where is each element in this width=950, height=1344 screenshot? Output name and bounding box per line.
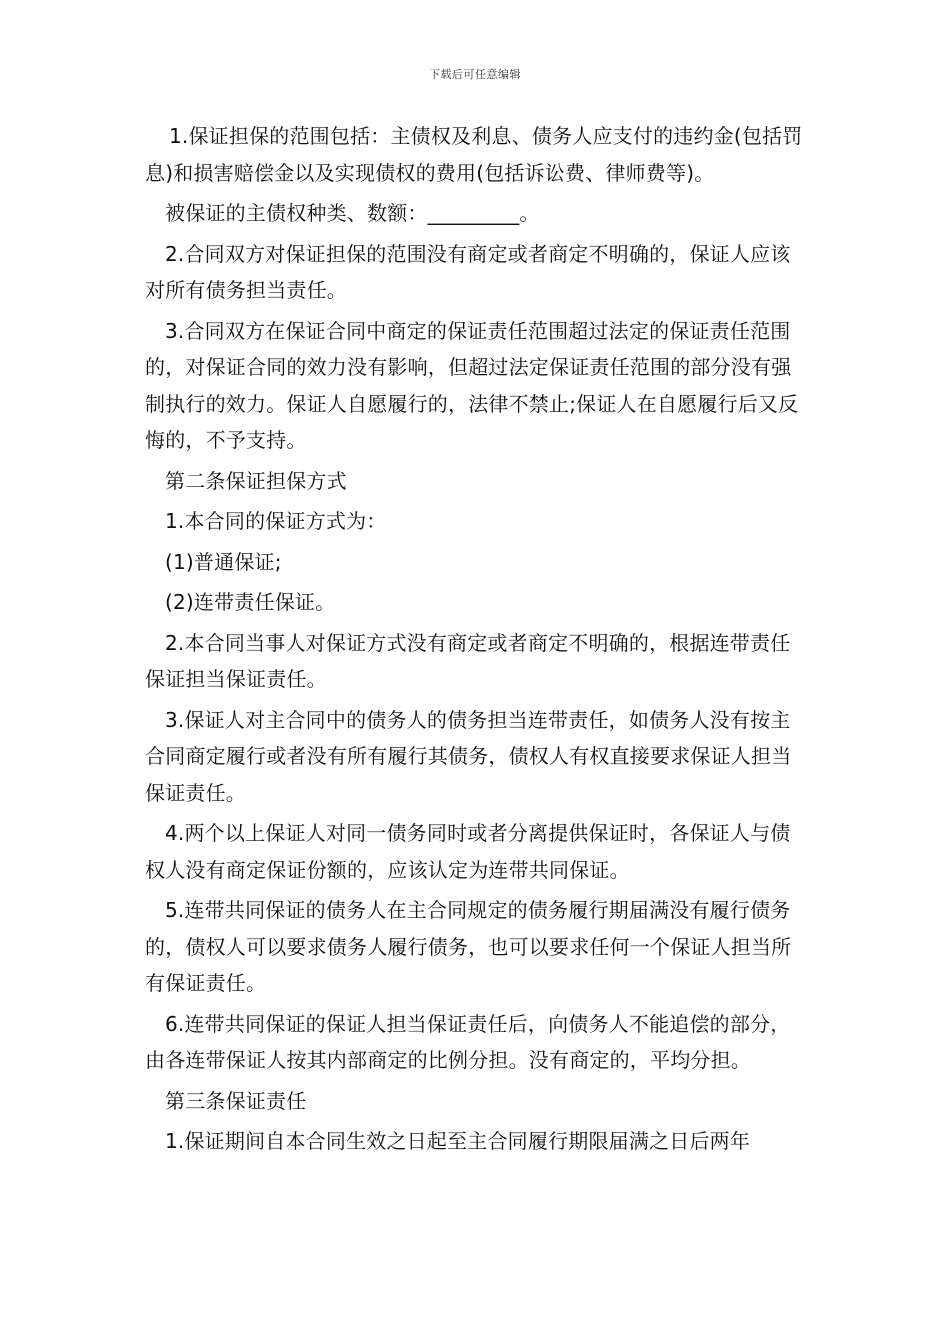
- paragraph-recourse-sharing: 6.连带共同保证的保证人担当保证责任后，向债务人不能追偿的部分，由各连带保证人按其内部商定的比例分担。没有商定的，平均分担。: [145, 1011, 791, 1072]
- paragraph-guarantee-period: 1.保证期间自本合同生效之日起至主合同履行期限届满之日后两年: [165, 1129, 751, 1153]
- paragraph-scope-unclear: 2.合同双方对保证担保的范围没有商定或者商定不明确的，保证人应该对所有债务担当责任。: [145, 241, 791, 302]
- paragraph-guarantee-scope: 1.保证担保的范围包括：主债权及利息、债务人应支付的违约金(包括罚息)和损害赔偿金以及实现债权的费用(包括诉讼费、律师费等)。: [145, 124, 803, 185]
- paragraph-method-unclear: 2.本合同当事人对保证方式没有商定或者商定不明确的，根据连带责任保证担当保证责任。: [145, 630, 791, 691]
- paragraph-debt-type-amount: 被保证的主债权种类、数额：_________。: [165, 201, 540, 225]
- list-item-joint-guarantee: (2)连带责任保证。: [165, 590, 336, 614]
- paragraph-joint-liability: 3.保证人对主合同中的债务人的债务担当连带责任，如债务人没有按主合同商定履行或者没有所有履行其债务，债权人有权直接要求保证人担当保证责任。: [145, 707, 792, 805]
- list-item-general-guarantee: (1)普通保证;: [165, 549, 282, 574]
- paragraph-scope-exceeds-law: 3.合同双方在保证合同中商定的保证责任范围超过法定的保证责任范围的，对保证合同的效力没有影响，但超过法定保证责任范围的部分没有强制执行的效力。保证人自愿履行的，法律不禁止;保证人在自愿履行后又反悔的，不予支持。: [145, 318, 799, 452]
- document-body: [145, 118, 810, 1164]
- paragraph-joint-co-guarantee: 5.连带共同保证的债务人在主合同规定的债务履行期届满没有履行债务的，债权人可以要求债务人履行债务，也可以要求任何一个保证人担当所有保证责任。: [145, 898, 792, 995]
- section-heading-article-2: 第二条保证担保方式: [165, 468, 347, 493]
- section-heading-article-3: 第三条保证责任: [165, 1088, 307, 1113]
- paragraph-guarantee-method: 1.本合同的保证方式为：: [165, 509, 387, 533]
- page-header-note: 下载后可任意编辑: [429, 68, 521, 81]
- paragraph-multiple-guarantors: 4.两个以上保证人对同一债务同时或者分离提供保证时，各保证人与债权人没有商定保证份额的，应该认定为连带共同保证。: [145, 821, 791, 882]
